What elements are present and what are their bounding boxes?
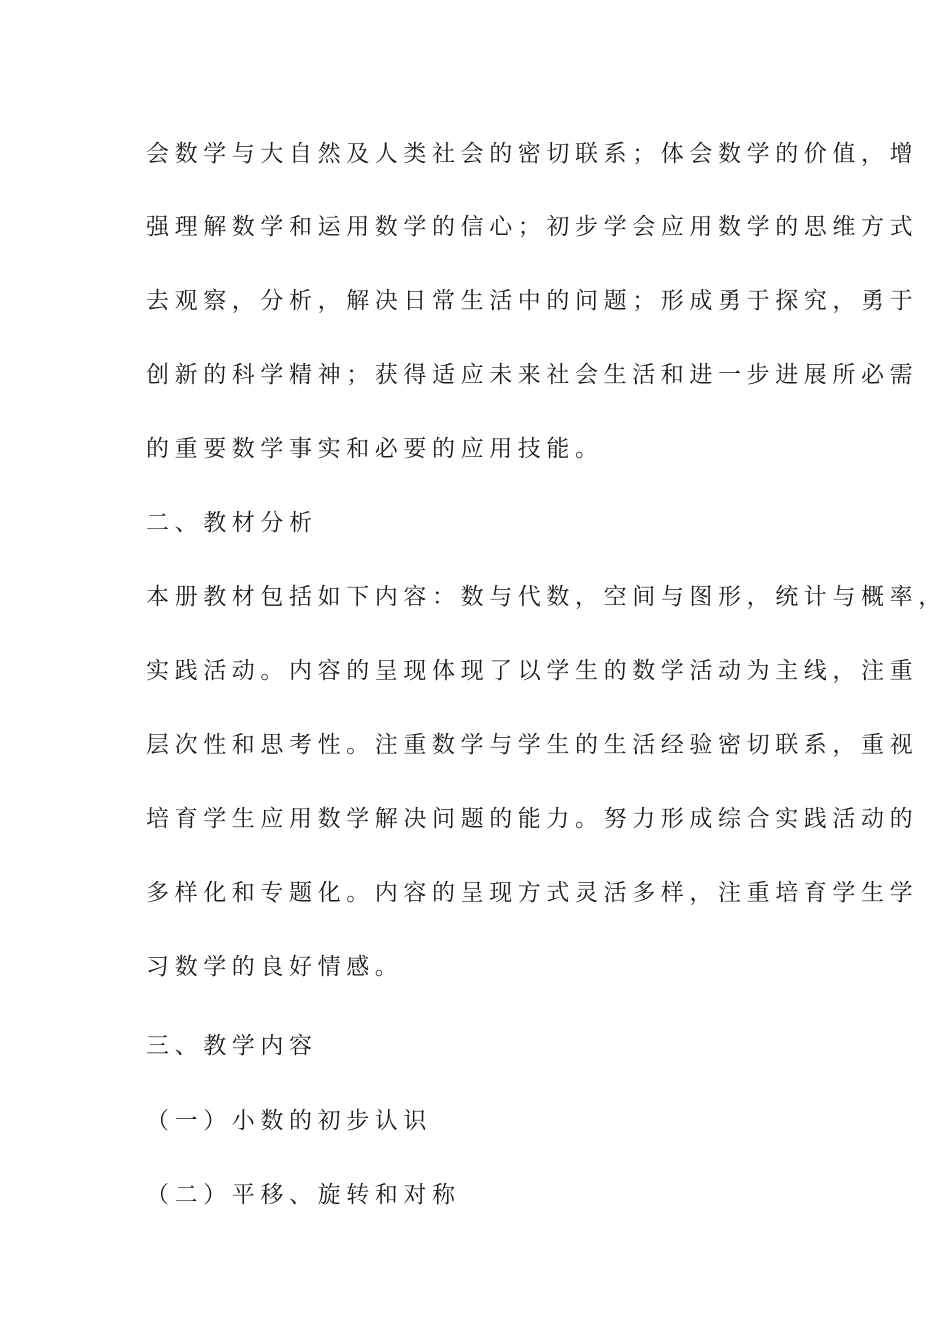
paragraph-line: 层次性和思考性。注重数学与学生的生活经验密切联系，重视 [146, 732, 919, 758]
section-heading-teaching-content: 三、教学内容 [146, 1033, 318, 1059]
paragraph-line: 的重要数学事实和必要的应用技能。 [146, 436, 604, 462]
paragraph-line: 多样化和专题化。内容的呈现方式灵活多样，注重培育学生学 [146, 880, 919, 906]
section-heading-textbook-analysis: 二、教材分析 [146, 510, 318, 536]
paragraph-line: 去观察，分析，解决日常生活中的问题；形成勇于探究，勇于 [146, 288, 919, 314]
list-item: （一）小数的初步认识 [146, 1108, 432, 1134]
paragraph-line: 会数学与大自然及人类社会的密切联系；体会数学的价值，增 [146, 141, 919, 167]
paragraph-line: 习数学的良好情感。 [146, 954, 404, 980]
paragraph-line: 强理解数学和运用数学的信心；初步学会应用数学的思维方式 [146, 214, 919, 240]
paragraph-line: 培育学生应用数学解决问题的能力。努力形成综合实践活动的 [146, 806, 919, 832]
paragraph-line: 实践活动。内容的呈现体现了以学生的数学活动为主线，注重 [146, 658, 919, 684]
paragraph-line: 本册教材包括如下内容：数与代数，空间与图形，统计与概率， [146, 584, 947, 610]
paragraph-line: 创新的科学精神；获得适应未来社会生活和进一步进展所必需 [146, 362, 919, 388]
list-item: （二）平移、旋转和对称 [146, 1182, 461, 1208]
